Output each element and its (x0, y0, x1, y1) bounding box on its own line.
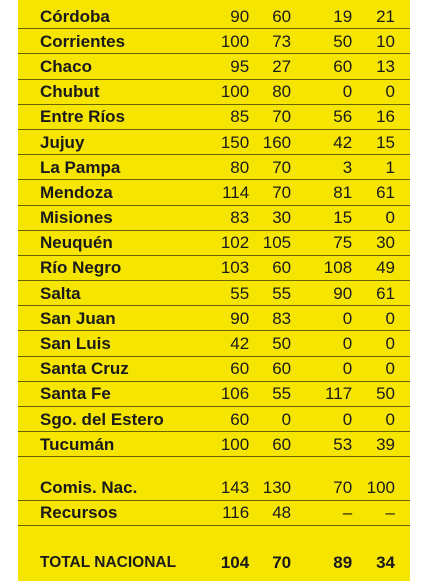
value-cell: 0 (352, 205, 410, 230)
row-label: Río Negro (18, 255, 188, 280)
row-label: Neuquén (18, 230, 188, 255)
province-table (18, 4, 410, 576)
value-cell: 75 (291, 230, 352, 255)
value-cell: 106 (188, 381, 249, 406)
value-cell: 15 (352, 129, 410, 154)
table-row (18, 155, 410, 180)
value-cell: 21 (352, 4, 410, 29)
table-row (18, 129, 410, 154)
row-label: Santa Cruz (18, 356, 188, 381)
value-cell: 0 (291, 331, 352, 356)
value-cell: 95 (188, 54, 249, 79)
value-cell: 83 (188, 205, 249, 230)
value-cell: 100 (188, 29, 249, 54)
value-cell: 116 (188, 500, 249, 525)
value-cell: 102 (188, 230, 249, 255)
value-cell: 83 (249, 306, 291, 331)
value-cell: 10 (352, 29, 410, 54)
value-cell: 1 (352, 155, 410, 180)
value-cell: 160 (249, 129, 291, 154)
table-row (18, 432, 410, 457)
value-cell: 0 (352, 79, 410, 104)
table-row (18, 281, 410, 306)
row-label: Jujuy (18, 129, 188, 154)
value-cell: 70 (249, 104, 291, 129)
value-cell: 61 (352, 281, 410, 306)
table-row (18, 407, 410, 432)
value-cell: 0 (249, 407, 291, 432)
value-cell: 70 (249, 180, 291, 205)
value-cell: 0 (352, 306, 410, 331)
value-cell: 42 (291, 129, 352, 154)
table-row (18, 4, 410, 29)
value-cell: 0 (291, 79, 352, 104)
row-label: Salta (18, 281, 188, 306)
value-cell: 100 (352, 475, 410, 500)
value-cell: 55 (249, 381, 291, 406)
value-cell: 70 (249, 155, 291, 180)
value-cell: 60 (249, 356, 291, 381)
value-cell: 80 (249, 79, 291, 104)
row-label: San Luis (18, 331, 188, 356)
value-cell: 15 (291, 205, 352, 230)
value-cell: 60 (249, 255, 291, 280)
spacer-cell (18, 457, 410, 476)
value-cell: 0 (291, 306, 352, 331)
value-cell: 55 (188, 281, 249, 306)
value-cell: 70 (272, 553, 292, 573)
value-cell: 60 (249, 4, 291, 29)
spacer-row (18, 457, 410, 476)
table-row (18, 356, 410, 381)
value-cell: 30 (249, 205, 291, 230)
value-cell: 150 (188, 129, 249, 154)
row-label: Chaco (18, 54, 188, 79)
value-cell: 130 (249, 475, 291, 500)
value-cell: 90 (291, 281, 352, 306)
table-row (18, 29, 410, 54)
value-cell: 55 (249, 281, 291, 306)
table-row (18, 79, 410, 104)
value-cell: 81 (291, 180, 352, 205)
value-cell: 27 (249, 54, 291, 79)
table-row (18, 205, 410, 230)
value-cell: 56 (291, 104, 352, 129)
value-cell: 114 (188, 180, 249, 205)
value-cell: 50 (352, 381, 410, 406)
value-cell: 48 (249, 500, 291, 525)
value-cell: 90 (188, 4, 249, 29)
value-cell: 3 (291, 155, 352, 180)
value-cell: 30 (352, 230, 410, 255)
row-label: Comis. Nac. (18, 475, 188, 500)
row-label: TOTAL NACIONAL (40, 554, 177, 571)
value-cell: 53 (291, 432, 352, 457)
row-label: Mendoza (18, 180, 188, 205)
total-row (18, 550, 410, 576)
row-label: San Juan (18, 306, 188, 331)
value-cell: 60 (249, 432, 291, 457)
value-cell: – (352, 500, 410, 525)
row-label: Corrientes (18, 29, 188, 54)
value-cell: 0 (352, 356, 410, 381)
value-cell: 143 (188, 475, 249, 500)
value-cell: 90 (188, 306, 249, 331)
value-cell: 80 (188, 155, 249, 180)
value-cell: 42 (188, 331, 249, 356)
spacer-cell (18, 525, 410, 550)
spacer-row (18, 525, 410, 550)
value-cell: 103 (188, 255, 249, 280)
value-cell: 100 (188, 79, 249, 104)
row-label: Sgo. del Estero (18, 407, 188, 432)
value-cell: 39 (352, 432, 410, 457)
value-cell: 117 (291, 381, 352, 406)
value-cell: 100 (188, 432, 249, 457)
row-label: Chubut (18, 79, 188, 104)
value-cell: 73 (249, 29, 291, 54)
value-cell: 0 (291, 356, 352, 381)
value-cell: 34 (376, 553, 395, 573)
data-table-panel (18, 0, 410, 581)
value-cell: 60 (291, 54, 352, 79)
table-row (18, 104, 410, 129)
row-label: Entre Ríos (18, 104, 188, 129)
value-cell: 108 (291, 255, 352, 280)
table-row (18, 230, 410, 255)
value-cell: 49 (352, 255, 410, 280)
value-cell: – (291, 500, 352, 525)
table-row (18, 180, 410, 205)
value-cell: 70 (291, 475, 352, 500)
row-label: Misiones (18, 205, 188, 230)
value-cell: 104 (220, 553, 250, 573)
value-cell: 105 (249, 230, 291, 255)
value-cell: 60 (188, 407, 249, 432)
value-cell: 50 (291, 29, 352, 54)
row-label: Recursos (18, 500, 188, 525)
value-cell: 61 (352, 180, 410, 205)
value-cell: 85 (188, 104, 249, 129)
value-cell: 16 (352, 104, 410, 129)
table-row (18, 306, 410, 331)
row-label: La Pampa (18, 155, 188, 180)
value-cell: 0 (352, 331, 410, 356)
table-row (18, 500, 410, 525)
row-label: Santa Fe (18, 381, 188, 406)
table-row (18, 255, 410, 280)
value-cell: 0 (352, 407, 410, 432)
value-cell: 13 (352, 54, 410, 79)
value-cell: 50 (249, 331, 291, 356)
table-row (18, 381, 410, 406)
table-row (18, 331, 410, 356)
value-cell: 19 (291, 4, 352, 29)
value-cell: 0 (291, 407, 352, 432)
row-label: Tucumán (18, 432, 188, 457)
value-cell: 89 (333, 553, 353, 573)
row-label: Córdoba (18, 4, 188, 29)
table-row (18, 475, 410, 500)
table-row (18, 54, 410, 79)
value-cell: 60 (188, 356, 249, 381)
